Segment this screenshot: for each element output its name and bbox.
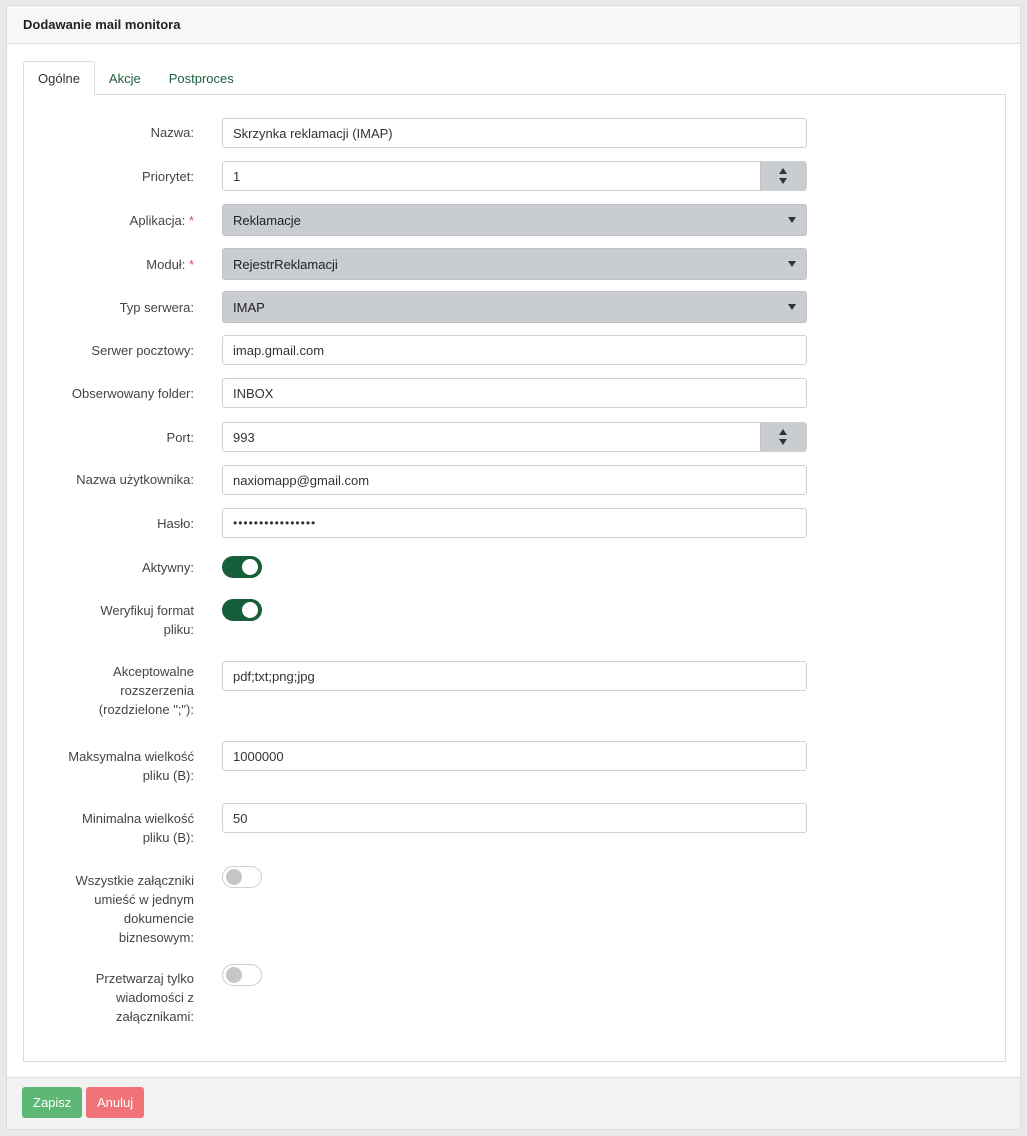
min-size-input[interactable]: 50 xyxy=(222,803,807,833)
active-toggle[interactable] xyxy=(222,556,262,578)
port-stepper[interactable] xyxy=(222,422,807,452)
toggle-knob xyxy=(242,559,258,575)
active-label: Aktywny: xyxy=(141,560,194,575)
password-input[interactable]: •••••••••••••••• xyxy=(222,508,807,538)
server-type-value: IMAP xyxy=(233,299,265,315)
verify-format-toggle[interactable] xyxy=(222,599,262,621)
mail-server-label: Serwer pocztowy: xyxy=(91,343,194,358)
port-spin-buttons[interactable] xyxy=(760,423,806,451)
tab-general[interactable]: Ogólne xyxy=(23,61,95,95)
caret-down-icon xyxy=(788,304,796,310)
priority-value: 1 xyxy=(233,168,241,184)
module-value: RejestrReklamacji xyxy=(233,256,338,272)
tab-panel-general xyxy=(23,94,1006,1062)
dialog-title: Dodawanie mail monitora xyxy=(23,17,181,32)
dialog-header xyxy=(7,6,1020,44)
spin-up-icon[interactable] xyxy=(779,168,787,174)
module-label: Moduł: * xyxy=(146,257,194,272)
server-type-select[interactable] xyxy=(222,291,807,323)
priority-label: Priorytet: xyxy=(141,169,194,184)
toggle-knob xyxy=(226,869,242,885)
username-input[interactable]: naxiomapp@gmail.com xyxy=(222,465,807,495)
name-label: Nazwa: xyxy=(150,125,194,140)
dialog-footer xyxy=(7,1077,1020,1129)
port-value: 993 xyxy=(233,429,255,445)
spin-up-icon[interactable] xyxy=(779,429,787,435)
name-input[interactable]: Skrzynka reklamacji (IMAP) xyxy=(222,118,807,148)
only-with-attachments-toggle[interactable] xyxy=(222,964,262,986)
watched-folder-label: Obserwowany folder: xyxy=(71,386,194,401)
watched-folder-input[interactable]: INBOX xyxy=(222,378,807,408)
max-size-input[interactable]: 1000000 xyxy=(222,741,807,771)
spin-down-icon[interactable] xyxy=(779,178,787,184)
priority-spin-buttons[interactable] xyxy=(760,162,806,190)
cancel-button[interactable]: Anuluj xyxy=(86,1087,144,1118)
max-size-label: Maksymalna wielkość pliku (B): xyxy=(68,749,194,783)
tab-postprocess[interactable]: Postproces xyxy=(168,70,234,86)
priority-stepper[interactable] xyxy=(222,161,807,191)
mail-server-input[interactable]: imap.gmail.com xyxy=(222,335,807,365)
extensions-input[interactable]: pdf;txt;png;jpg xyxy=(222,661,807,691)
required-marker: * xyxy=(188,257,194,272)
save-button[interactable]: Zapisz xyxy=(22,1087,82,1118)
caret-down-icon xyxy=(788,217,796,223)
extensions-label: Akceptowalne rozszerzenia (rozdzielone ";"): xyxy=(98,664,194,717)
caret-down-icon xyxy=(788,261,796,267)
port-label: Port: xyxy=(166,430,194,445)
only-with-attachments-label: Przetwarzaj tylko wiadomości z załącznikami: xyxy=(95,971,194,1024)
application-select[interactable] xyxy=(222,204,807,236)
username-label: Nazwa użytkownika: xyxy=(76,472,194,487)
required-marker: * xyxy=(188,213,194,228)
spin-down-icon[interactable] xyxy=(779,439,787,445)
application-value: Reklamacje xyxy=(233,212,301,228)
verify-format-label: Weryfikuj format pliku: xyxy=(100,603,194,637)
mail-monitor-dialog xyxy=(6,5,1021,1130)
toggle-knob xyxy=(226,967,242,983)
tab-actions[interactable]: Akcje xyxy=(108,70,141,86)
password-label: Hasło: xyxy=(157,516,194,531)
module-select[interactable] xyxy=(222,248,807,280)
toggle-knob xyxy=(242,602,258,618)
single-document-toggle[interactable] xyxy=(222,866,262,888)
min-size-label: Minimalna wielkość pliku (B): xyxy=(82,811,194,845)
server-type-label: Typ serwera: xyxy=(119,300,194,315)
application-label: Aplikacja: * xyxy=(129,213,194,228)
single-document-label: Wszystkie załączniki umieść w jednym dokumencie biznesowym: xyxy=(75,873,194,945)
tab-bar xyxy=(23,61,248,95)
